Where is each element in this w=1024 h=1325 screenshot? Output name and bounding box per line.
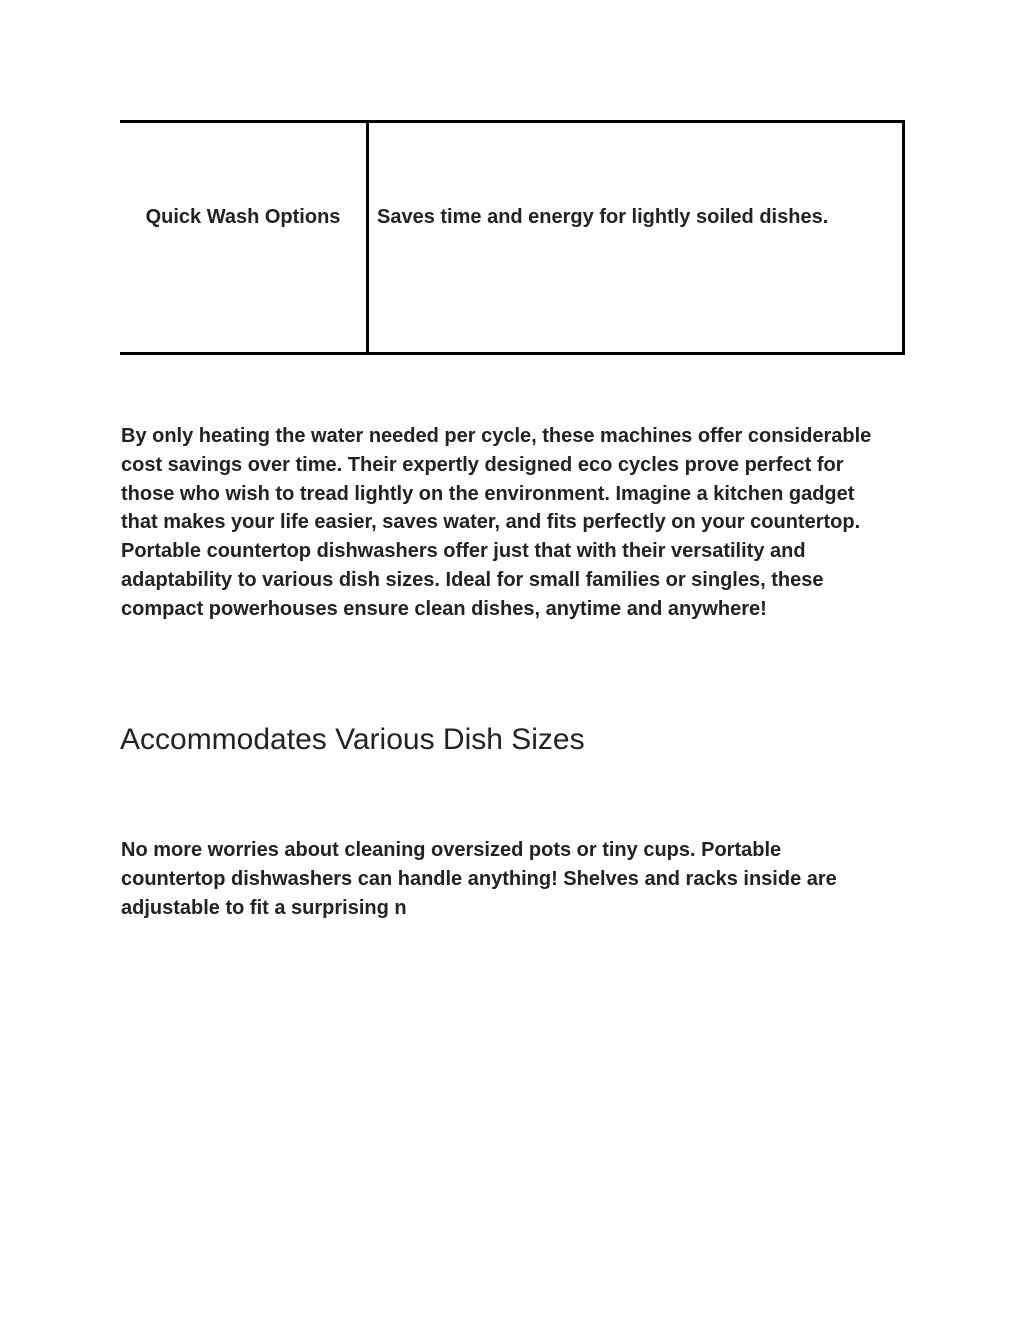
feature-name: Quick Wash Options bbox=[145, 206, 341, 228]
feature-description-cell bbox=[368, 122, 904, 354]
dish-sizes-paragraph: No more worries about cleaning oversized pots or tiny cups. Portable countertop dishwashers can handle anything! Shelves and racks inside are adjustable to fit a surprising n bbox=[121, 839, 837, 919]
feature-name-cell bbox=[120, 122, 368, 354]
energy-savings-paragraph: By only heating the water needed per cycle, these machines offer considerable cost savings over time. Their expertly designed eco cycles prove perfect for those who wish to tread lightly on the environment. Imagine a kitchen gadget that makes your life easier, saves water, and fits perfectly on your countertop. Portable countertop dishwashers offer just that with their versatility and adaptability to various dish sizes. Ideal for small families or singles, these compact powerhouses ensure clean dishes, anytime and anywhere! bbox=[121, 425, 872, 620]
feature-table bbox=[120, 120, 905, 355]
table-row bbox=[120, 122, 904, 354]
feature-description: Saves time and energy for lightly soiled dishes. bbox=[377, 206, 829, 228]
section-heading: Accommodates Various Dish Sizes bbox=[120, 723, 585, 756]
